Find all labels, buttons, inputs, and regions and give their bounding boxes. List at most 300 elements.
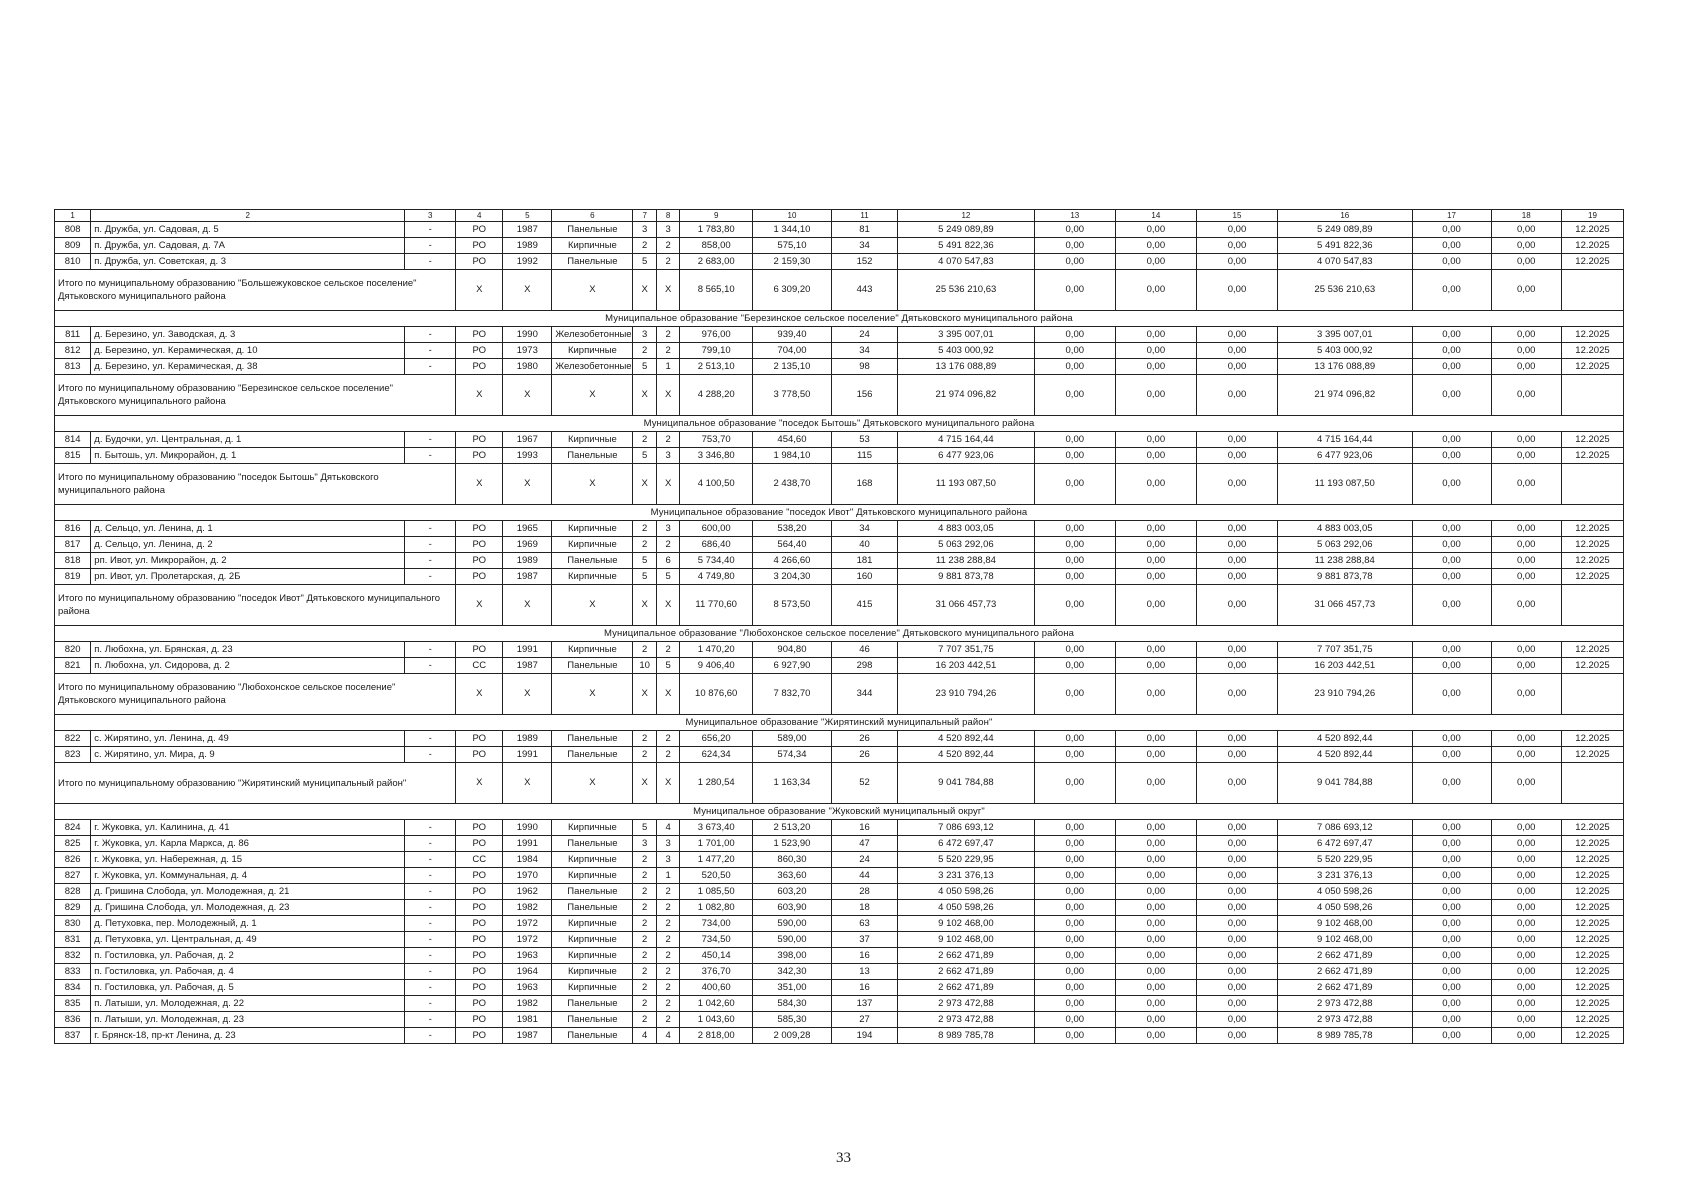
table-cell: 2 662 471,89 xyxy=(1278,948,1412,964)
table-cell: 0,00 xyxy=(1034,820,1115,836)
table-row xyxy=(55,448,1624,464)
table-cell: - xyxy=(405,980,456,996)
address-cell: г. Жуковка, ул. Калинина, д. 41 xyxy=(91,820,405,836)
table-cell: 0,00 xyxy=(1115,1028,1196,1044)
table-cell: 4 050 598,26 xyxy=(898,884,1035,900)
table-cell: 2 135,10 xyxy=(752,359,831,375)
table-cell: 9 881 873,78 xyxy=(898,569,1035,585)
column-number: 12 xyxy=(898,210,1035,222)
total-cell: 0,00 xyxy=(1196,763,1277,804)
table-cell: 1964 xyxy=(503,964,552,980)
table-cell: 12.2025 xyxy=(1561,731,1623,747)
table-cell: 0,00 xyxy=(1196,852,1277,868)
table-cell: РО xyxy=(456,254,503,270)
table-cell: 5 403 000,92 xyxy=(1278,343,1412,359)
table-cell: 753,70 xyxy=(680,432,753,448)
table-cell: 2 xyxy=(633,1012,656,1028)
table-cell: 4 070 547,83 xyxy=(1278,254,1412,270)
table-cell: - xyxy=(405,642,456,658)
table-cell: 12.2025 xyxy=(1561,1028,1623,1044)
table-cell: 400,60 xyxy=(680,980,753,996)
table-cell: 12.2025 xyxy=(1561,996,1623,1012)
table-cell: 398,00 xyxy=(752,948,831,964)
municipality-heading-row xyxy=(55,626,1624,642)
table-cell: 2 xyxy=(656,238,679,254)
column-number: 14 xyxy=(1115,210,1196,222)
total-cell: 9 041 784,88 xyxy=(1278,763,1412,804)
table-cell: 0,00 xyxy=(1115,1012,1196,1028)
table-cell: 0,00 xyxy=(1491,1028,1561,1044)
table-cell: 0,00 xyxy=(1115,820,1196,836)
total-label: Итого по муниципальному образованию "Березинское сельское поселение" Дятьковского муниципального района xyxy=(55,375,456,416)
table-cell: РО xyxy=(456,642,503,658)
column-number: 5 xyxy=(503,210,552,222)
table-cell: 0,00 xyxy=(1115,448,1196,464)
table-cell: 0,00 xyxy=(1412,238,1491,254)
table-row xyxy=(55,359,1624,375)
table-cell: 4 266,60 xyxy=(752,553,831,569)
table-cell: 2 973 472,88 xyxy=(898,996,1035,1012)
table-row xyxy=(55,254,1624,270)
column-number: 11 xyxy=(831,210,897,222)
table-cell: 0,00 xyxy=(1196,884,1277,900)
total-cell: 11 770,60 xyxy=(680,585,753,626)
table-cell: Кирпичные xyxy=(552,852,633,868)
table-cell: 0,00 xyxy=(1491,327,1561,343)
table-cell: 5 xyxy=(633,359,656,375)
table-cell: 12.2025 xyxy=(1561,884,1623,900)
column-number: 18 xyxy=(1491,210,1561,222)
address-cell: г. Жуковка, ул. Карла Маркса, д. 86 xyxy=(91,836,405,852)
address-cell: п. Латыши, ул. Молодежная, д. 22 xyxy=(91,996,405,1012)
table-cell: 1980 xyxy=(503,359,552,375)
total-cell: 0,00 xyxy=(1115,270,1196,311)
total-cell: 0,00 xyxy=(1491,763,1561,804)
table-cell: Кирпичные xyxy=(552,932,633,948)
table-row xyxy=(55,569,1624,585)
table-cell: 137 xyxy=(831,996,897,1012)
table-cell: РО xyxy=(456,553,503,569)
table-cell: 0,00 xyxy=(1115,868,1196,884)
table-cell: 47 xyxy=(831,836,897,852)
total-cell: 31 066 457,73 xyxy=(1278,585,1412,626)
table-cell: 0,00 xyxy=(1115,642,1196,658)
table-cell: Кирпичные xyxy=(552,948,633,964)
table-cell: Панельные xyxy=(552,448,633,464)
table-cell: 0,00 xyxy=(1196,980,1277,996)
total-cell: 0,00 xyxy=(1196,270,1277,311)
table-cell: 818 xyxy=(55,553,91,569)
total-cell: 0,00 xyxy=(1034,464,1115,505)
table-cell: 2 818,00 xyxy=(680,1028,753,1044)
total-cell: 0,00 xyxy=(1491,375,1561,416)
column-number: 3 xyxy=(405,210,456,222)
table-cell: 585,30 xyxy=(752,1012,831,1028)
total-cell: X xyxy=(552,464,633,505)
table-cell: 860,30 xyxy=(752,852,831,868)
table-row xyxy=(55,836,1624,852)
table-cell: 0,00 xyxy=(1412,948,1491,964)
table-cell: 115 xyxy=(831,448,897,464)
table-cell: 686,40 xyxy=(680,537,753,553)
table-cell: 0,00 xyxy=(1115,996,1196,1012)
table-cell: 4 050 598,26 xyxy=(898,900,1035,916)
table-cell: 454,60 xyxy=(752,432,831,448)
table-cell: 3 xyxy=(633,327,656,343)
table-cell: Панельные xyxy=(552,1012,633,1028)
table-row xyxy=(55,238,1624,254)
table-cell: 10 xyxy=(633,658,656,674)
table-cell: 0,00 xyxy=(1412,432,1491,448)
table-cell: Кирпичные xyxy=(552,537,633,553)
total-cell: 0,00 xyxy=(1412,464,1491,505)
table-cell: 0,00 xyxy=(1491,537,1561,553)
total-cell: 168 xyxy=(831,464,897,505)
table-cell: 3 xyxy=(656,448,679,464)
address-cell: п. Дружба, ул. Садовая, д. 5 xyxy=(91,222,405,238)
table-cell: 809 xyxy=(55,238,91,254)
table-cell: 0,00 xyxy=(1491,836,1561,852)
total-cell: 11 193 087,50 xyxy=(1278,464,1412,505)
table-cell: 0,00 xyxy=(1491,964,1561,980)
table-cell: 0,00 xyxy=(1491,731,1561,747)
column-number: 9 xyxy=(680,210,753,222)
table-cell: 624,34 xyxy=(680,747,753,763)
table-cell: 833 xyxy=(55,964,91,980)
address-cell: д. Гришина Слобода, ул. Молодежная, д. 23 xyxy=(91,900,405,916)
column-number: 17 xyxy=(1412,210,1491,222)
total-cell: 0,00 xyxy=(1115,375,1196,416)
total-cell: X xyxy=(503,270,552,311)
table-cell: 4 xyxy=(633,1028,656,1044)
table-cell: 0,00 xyxy=(1196,521,1277,537)
table-cell: 0,00 xyxy=(1491,916,1561,932)
table-cell: 26 xyxy=(831,731,897,747)
table-cell: 12.2025 xyxy=(1561,964,1623,980)
table-cell: 9 406,40 xyxy=(680,658,753,674)
table-cell: 1969 xyxy=(503,537,552,553)
table-cell: 0,00 xyxy=(1491,884,1561,900)
table-cell: 1 783,80 xyxy=(680,222,753,238)
total-cell: 156 xyxy=(831,375,897,416)
table-cell: 0,00 xyxy=(1034,884,1115,900)
table-cell: 0,00 xyxy=(1115,553,1196,569)
total-cell: X xyxy=(633,763,656,804)
total-cell: X xyxy=(552,270,633,311)
table-row xyxy=(55,820,1624,836)
table-cell: РО xyxy=(456,964,503,980)
table-cell: - xyxy=(405,658,456,674)
table-cell: 12.2025 xyxy=(1561,537,1623,553)
total-cell xyxy=(1561,585,1623,626)
table-cell: 704,00 xyxy=(752,343,831,359)
table-cell: 811 xyxy=(55,327,91,343)
table-cell: 0,00 xyxy=(1491,820,1561,836)
table-cell: 2 973 472,88 xyxy=(1278,1012,1412,1028)
table-cell: 0,00 xyxy=(1034,747,1115,763)
table-cell: 799,10 xyxy=(680,343,753,359)
table-cell: 2 xyxy=(633,868,656,884)
table-cell: 1989 xyxy=(503,553,552,569)
table-cell: 1 xyxy=(656,359,679,375)
table-cell: 0,00 xyxy=(1412,1028,1491,1044)
table-row xyxy=(55,948,1624,964)
table-cell: 0,00 xyxy=(1491,553,1561,569)
table-cell: 11 238 288,84 xyxy=(1278,553,1412,569)
table-cell: 0,00 xyxy=(1034,359,1115,375)
table-cell: 1993 xyxy=(503,448,552,464)
table-row xyxy=(55,343,1624,359)
table-row xyxy=(55,658,1624,674)
table-cell: 0,00 xyxy=(1196,948,1277,964)
table-cell: 7 707 351,75 xyxy=(898,642,1035,658)
table-row xyxy=(55,1028,1624,1044)
total-cell: X xyxy=(656,270,679,311)
table-cell: 2 xyxy=(633,343,656,359)
total-cell: 9 041 784,88 xyxy=(898,763,1035,804)
table-cell: 813 xyxy=(55,359,91,375)
table-cell: 4 xyxy=(656,1028,679,1044)
table-cell: Панельные xyxy=(552,222,633,238)
table-cell: РО xyxy=(456,820,503,836)
table-cell: 9 881 873,78 xyxy=(1278,569,1412,585)
table-row xyxy=(55,996,1624,1012)
table-cell: - xyxy=(405,222,456,238)
table-cell: 4 050 598,26 xyxy=(1278,884,1412,900)
table-cell: 819 xyxy=(55,569,91,585)
table-cell: 0,00 xyxy=(1034,731,1115,747)
table-cell: 2 662 471,89 xyxy=(1278,964,1412,980)
table-cell: РО xyxy=(456,1012,503,1028)
table-cell: 1991 xyxy=(503,747,552,763)
table-cell: 1987 xyxy=(503,658,552,674)
address-cell: д. Сельцо, ул. Ленина, д. 1 xyxy=(91,521,405,537)
total-cell: 443 xyxy=(831,270,897,311)
table-cell: 12.2025 xyxy=(1561,980,1623,996)
address-cell: г. Брянск-18, пр-кт Ленина, д. 23 xyxy=(91,1028,405,1044)
table-cell: 0,00 xyxy=(1196,868,1277,884)
address-cell: п. Любохна, ул. Сидорова, д. 2 xyxy=(91,658,405,674)
table-cell: 0,00 xyxy=(1196,916,1277,932)
table-cell: 0,00 xyxy=(1115,964,1196,980)
table-cell: 12.2025 xyxy=(1561,569,1623,585)
table-cell: 837 xyxy=(55,1028,91,1044)
table-cell: 5 520 229,95 xyxy=(1278,852,1412,868)
table-cell: 2 xyxy=(656,731,679,747)
table-cell: - xyxy=(405,537,456,553)
table-cell: Панельные xyxy=(552,254,633,270)
table-cell: 1990 xyxy=(503,327,552,343)
table-cell: 1991 xyxy=(503,836,552,852)
table-cell: 0,00 xyxy=(1412,868,1491,884)
table-cell: 815 xyxy=(55,448,91,464)
table-cell: 0,00 xyxy=(1412,569,1491,585)
table-cell: 40 xyxy=(831,537,897,553)
table-cell: 1987 xyxy=(503,569,552,585)
total-cell: X xyxy=(656,464,679,505)
table-cell: 0,00 xyxy=(1196,569,1277,585)
table-cell: 1987 xyxy=(503,1028,552,1044)
table-cell: 13 176 088,89 xyxy=(1278,359,1412,375)
table-cell: 2 973 472,88 xyxy=(898,1012,1035,1028)
table-cell: 0,00 xyxy=(1034,900,1115,916)
table-cell: 0,00 xyxy=(1491,868,1561,884)
total-cell: 0,00 xyxy=(1034,270,1115,311)
table-cell: 0,00 xyxy=(1034,980,1115,996)
table-cell: 0,00 xyxy=(1196,900,1277,916)
table-cell: РО xyxy=(456,327,503,343)
table-cell: - xyxy=(405,852,456,868)
table-cell: 0,00 xyxy=(1412,996,1491,1012)
table-cell: 0,00 xyxy=(1412,964,1491,980)
table-cell: 822 xyxy=(55,731,91,747)
table-cell: 12.2025 xyxy=(1561,916,1623,932)
total-row xyxy=(55,763,1624,804)
table-cell: 12.2025 xyxy=(1561,254,1623,270)
table-cell: 0,00 xyxy=(1491,852,1561,868)
municipality-heading-row xyxy=(55,311,1624,327)
table-cell: 0,00 xyxy=(1115,238,1196,254)
total-cell: 23 910 794,26 xyxy=(898,674,1035,715)
table-cell: 28 xyxy=(831,884,897,900)
table-cell: 0,00 xyxy=(1412,254,1491,270)
table-cell: 2 xyxy=(633,432,656,448)
table-cell: 1 042,60 xyxy=(680,996,753,1012)
total-cell: X xyxy=(656,763,679,804)
table-cell: 2 xyxy=(633,996,656,1012)
table-cell: 2 662 471,89 xyxy=(898,964,1035,980)
table-cell: 16 xyxy=(831,980,897,996)
municipality-heading-row xyxy=(55,715,1624,731)
table-cell: 4 520 892,44 xyxy=(898,747,1035,763)
table-cell: 2 xyxy=(633,948,656,964)
table-cell: 5 063 292,06 xyxy=(898,537,1035,553)
table-cell: РО xyxy=(456,932,503,948)
table-cell: 12.2025 xyxy=(1561,747,1623,763)
table-cell: 12.2025 xyxy=(1561,432,1623,448)
table-cell: 2 xyxy=(656,916,679,932)
table-cell: 181 xyxy=(831,553,897,569)
table-cell: 13 xyxy=(831,964,897,980)
table-cell: 27 xyxy=(831,1012,897,1028)
table-cell: 81 xyxy=(831,222,897,238)
total-cell: 25 536 210,63 xyxy=(898,270,1035,311)
table-cell: 12.2025 xyxy=(1561,932,1623,948)
table-cell: 1990 xyxy=(503,820,552,836)
table-cell: 5 xyxy=(633,254,656,270)
column-number: 2 xyxy=(91,210,405,222)
table-cell: 0,00 xyxy=(1196,932,1277,948)
table-cell: 0,00 xyxy=(1034,658,1115,674)
table-cell: 0,00 xyxy=(1412,343,1491,359)
table-cell: 3 xyxy=(656,521,679,537)
column-number: 15 xyxy=(1196,210,1277,222)
total-cell: 31 066 457,73 xyxy=(898,585,1035,626)
table-cell: 2 xyxy=(656,980,679,996)
table-cell: 0,00 xyxy=(1412,916,1491,932)
table-cell: 2 xyxy=(656,254,679,270)
table-cell: 2 xyxy=(656,996,679,1012)
table-cell: 0,00 xyxy=(1034,852,1115,868)
address-cell: рп. Ивот, ул. Пролетарская, д. 2Б xyxy=(91,569,405,585)
table-cell: 298 xyxy=(831,658,897,674)
table-cell: 0,00 xyxy=(1196,537,1277,553)
table-cell: 24 xyxy=(831,852,897,868)
address-cell: д. Петуховка, пер. Молодежный, д. 1 xyxy=(91,916,405,932)
table-row xyxy=(55,747,1624,763)
table-cell: 2 xyxy=(633,521,656,537)
total-cell: 21 974 096,82 xyxy=(1278,375,1412,416)
total-cell: 0,00 xyxy=(1491,464,1561,505)
table-cell: 2 xyxy=(656,642,679,658)
table-cell: 0,00 xyxy=(1491,658,1561,674)
total-cell: 0,00 xyxy=(1412,674,1491,715)
table-row xyxy=(55,731,1624,747)
column-number: 8 xyxy=(656,210,679,222)
table-cell: 0,00 xyxy=(1115,537,1196,553)
table-cell: 0,00 xyxy=(1491,948,1561,964)
table-cell: 0,00 xyxy=(1412,553,1491,569)
table-cell: 1972 xyxy=(503,932,552,948)
table-row xyxy=(55,980,1624,996)
total-cell: X xyxy=(503,763,552,804)
table-cell: 6 472 697,47 xyxy=(898,836,1035,852)
table-cell: 1962 xyxy=(503,884,552,900)
table-cell: 836 xyxy=(55,1012,91,1028)
municipality-heading-row xyxy=(55,505,1624,521)
table-row xyxy=(55,537,1624,553)
table-cell: 0,00 xyxy=(1034,836,1115,852)
table-cell: 2 662 471,89 xyxy=(898,948,1035,964)
table-cell: 3 xyxy=(656,852,679,868)
table-cell: Панельные xyxy=(552,884,633,900)
table-cell: 520,50 xyxy=(680,868,753,884)
table-cell: - xyxy=(405,964,456,980)
total-row xyxy=(55,674,1624,715)
table-cell: 5 xyxy=(633,448,656,464)
table-cell: 16 203 442,51 xyxy=(898,658,1035,674)
table-cell: - xyxy=(405,1012,456,1028)
table-cell: 0,00 xyxy=(1491,359,1561,375)
table-cell: 0,00 xyxy=(1115,916,1196,932)
table-cell: 904,80 xyxy=(752,642,831,658)
table-cell: Панельные xyxy=(552,658,633,674)
table-cell: 976,00 xyxy=(680,327,753,343)
table-cell: РО xyxy=(456,1028,503,1044)
table-cell: - xyxy=(405,731,456,747)
table-cell: 0,00 xyxy=(1115,731,1196,747)
municipality-heading-row xyxy=(55,804,1624,820)
table-cell: Панельные xyxy=(552,553,633,569)
table-cell: 450,14 xyxy=(680,948,753,964)
table-cell: 2 159,30 xyxy=(752,254,831,270)
table-cell: 584,30 xyxy=(752,996,831,1012)
table-cell: 7 707 351,75 xyxy=(1278,642,1412,658)
table-cell: РО xyxy=(456,222,503,238)
column-number: 16 xyxy=(1278,210,1412,222)
table-cell: 3 395 007,01 xyxy=(898,327,1035,343)
table-cell: СС xyxy=(456,852,503,868)
table-cell: 0,00 xyxy=(1196,343,1277,359)
table-cell: 825 xyxy=(55,836,91,852)
address-cell: п. Гостиловка, ул. Рабочая, д. 5 xyxy=(91,980,405,996)
table-cell: 0,00 xyxy=(1491,1012,1561,1028)
table-cell: 12.2025 xyxy=(1561,852,1623,868)
table-cell: 12.2025 xyxy=(1561,820,1623,836)
total-cell: 0,00 xyxy=(1034,763,1115,804)
table-cell: 2 009,28 xyxy=(752,1028,831,1044)
table-cell: 16 203 442,51 xyxy=(1278,658,1412,674)
